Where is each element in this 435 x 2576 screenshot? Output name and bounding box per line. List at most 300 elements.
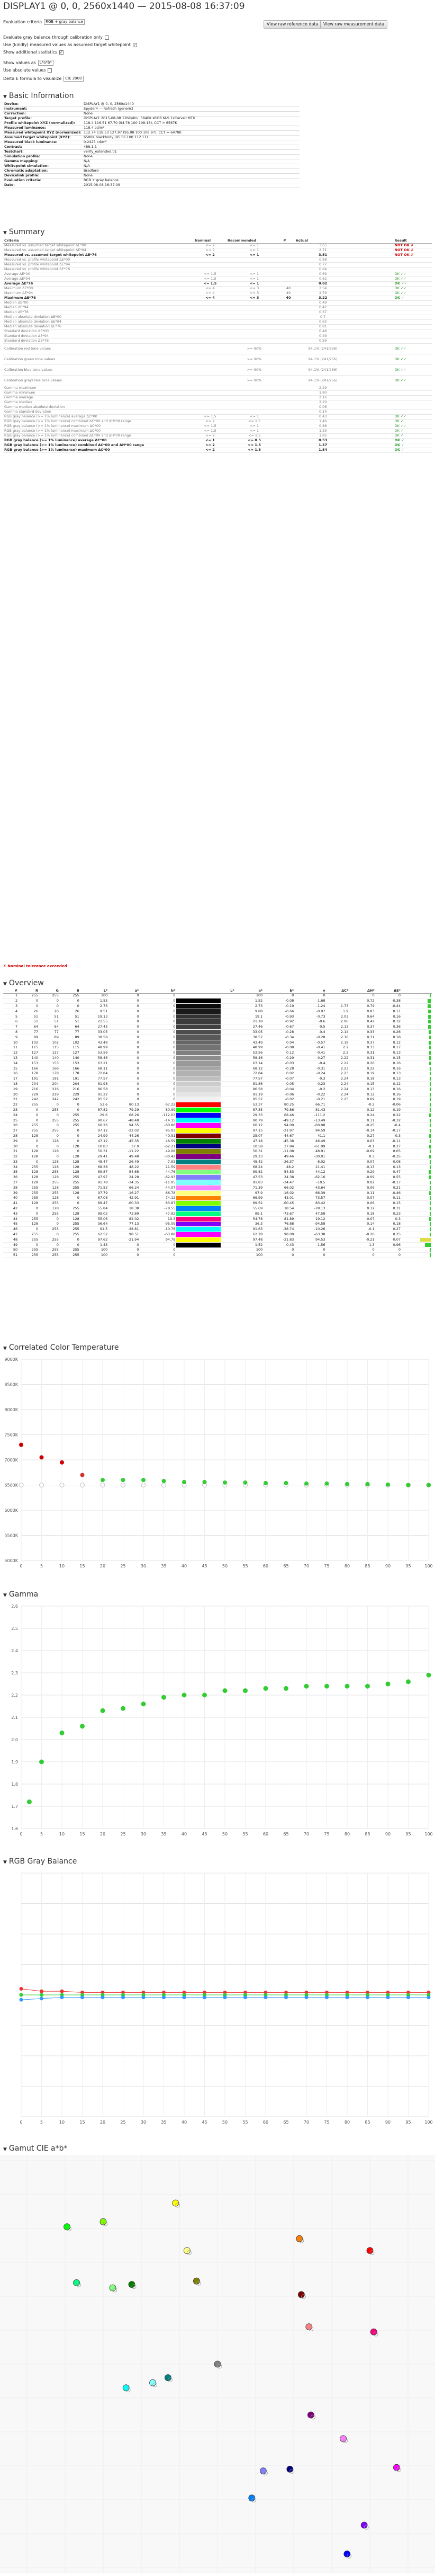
- overview-cell: 191: [39, 1076, 60, 1082]
- overview-cell: 0: [19, 1144, 39, 1149]
- gray-heading[interactable]: [3, 1857, 77, 1866]
- summary-cell: RGB gray balance (>= 1% luminance) maximum ΔC*00: [3, 424, 194, 429]
- overview-cell: 0: [19, 1118, 39, 1123]
- summary-cell: [351, 338, 394, 343]
- overview-row: [3, 1014, 432, 1019]
- overview-cell: -0.47: [376, 1170, 402, 1175]
- summary-cell: [394, 395, 432, 400]
- summary-cell: [351, 315, 394, 319]
- overview-cell: 128: [39, 1185, 60, 1190]
- info-label: Date:: [3, 183, 83, 188]
- overview-cell: 47.97: [80, 1175, 109, 1180]
- overview-cell: 36.3: [235, 1222, 264, 1227]
- overview-cell: -0.1: [349, 1144, 375, 1149]
- color-swatch: [198, 1134, 221, 1139]
- overview-cell: -16.02: [264, 1190, 295, 1196]
- color-swatch: [176, 1035, 198, 1040]
- info-value: None: [83, 173, 300, 178]
- delta-e-bar: [420, 1238, 431, 1242]
- overview-cell: 128: [39, 1206, 60, 1211]
- overview-cell: -60.08: [295, 1123, 326, 1128]
- overview-cell: [221, 1076, 235, 1082]
- overview-cell: 0: [140, 1024, 176, 1030]
- overview-cell: 0: [60, 1196, 80, 1201]
- x-tick-label: 35: [161, 1832, 167, 1837]
- overview-cell: 0: [140, 1004, 176, 1009]
- overview-cell: 0: [60, 1004, 80, 1009]
- summary-row: [3, 281, 432, 286]
- overview-cell: [402, 1019, 432, 1024]
- summary-row: [3, 354, 432, 364]
- overview-cell: [221, 1175, 235, 1180]
- overview-cell: 0.31: [349, 1056, 375, 1061]
- summary-cell: <= 1: [226, 248, 282, 253]
- overview-cell: 9.51: [80, 1009, 109, 1014]
- overview-header-cell: L*: [80, 988, 109, 993]
- overview-cell: [327, 1196, 350, 1201]
- color-swatch: [198, 1004, 221, 1009]
- delta-e-select[interactable]: CIE 2000: [64, 76, 83, 82]
- y-tick-label: 8000K: [4, 1407, 18, 1412]
- gamma-point: [161, 1695, 166, 1700]
- show-values-select[interactable]: L*a*b*: [38, 60, 53, 66]
- overview-cell: -0.08: [264, 1045, 295, 1050]
- color-swatch: [176, 1190, 198, 1196]
- x-tick-label: 70: [303, 2120, 310, 2125]
- overview-cell: [221, 1180, 235, 1186]
- overview-cell: 0.31: [376, 1206, 402, 1211]
- view-raw-reference-button[interactable]: View raw reference data: [264, 20, 322, 29]
- overview-cell: 255: [19, 1185, 39, 1190]
- overview-cell: -0.24: [295, 1071, 326, 1076]
- x-tick-label: 5: [40, 1832, 43, 1837]
- summary-cell: [351, 364, 394, 375]
- summary-cell: RGB gray balance (>= 1% luminance) average ΔC*00: [3, 438, 194, 443]
- overview-cell: 0.23: [376, 1211, 402, 1216]
- overview-cell: 0.32: [376, 1019, 402, 1024]
- overview-cell: [221, 1237, 235, 1242]
- overview-cell: -73.67: [264, 1211, 295, 1216]
- summary-cell: [226, 405, 282, 409]
- overview-cell: 0: [140, 993, 176, 999]
- overview-cell: 81.98: [80, 1082, 109, 1087]
- cct-heading[interactable]: [3, 1343, 119, 1352]
- overview-cell: [402, 1056, 432, 1061]
- delta-e-bar: [430, 1082, 431, 1086]
- summary-cell: OK ✓✓: [394, 277, 432, 281]
- overview-cell: 255: [39, 1237, 60, 1242]
- overview-cell: 38.58: [80, 1035, 109, 1040]
- x-tick-label: 55: [242, 1832, 248, 1837]
- overview-cell: -21.97: [264, 1128, 295, 1134]
- overview-cell: [402, 1134, 432, 1139]
- view-raw-measurement-button[interactable]: View raw measurement data: [320, 20, 387, 29]
- overview-cell: 72.84: [235, 1071, 264, 1076]
- overview-cell: 216: [60, 1086, 80, 1092]
- overview-cell: 191: [60, 1076, 80, 1082]
- x-tick-label: 85: [365, 2120, 370, 2125]
- overview-cell: 91.63: [235, 1227, 264, 1232]
- overview-cell: [221, 1123, 235, 1128]
- overview-cell: 68.12: [235, 1066, 264, 1071]
- overview-cell: 0: [140, 1076, 176, 1082]
- summary-cell: [226, 267, 282, 272]
- overview-cell: [327, 1180, 350, 1186]
- overview-cell: [221, 1086, 235, 1092]
- overview-row: [3, 1030, 432, 1035]
- assumed-whitepoint-checkbox[interactable]: ✓: [133, 42, 137, 47]
- summary-cell: [282, 253, 295, 257]
- overview-cell: 11: [3, 1045, 19, 1050]
- summary-cell: OK ✓: [394, 429, 432, 433]
- overview-cell: 14: [3, 1060, 19, 1066]
- summary-cell: [194, 300, 226, 305]
- summary-row: [3, 386, 432, 390]
- overview-cell: 0.17: [376, 1045, 402, 1050]
- overview-cell: 255: [39, 1170, 60, 1175]
- info-row: [3, 164, 300, 168]
- summary-heading[interactable]: [3, 228, 45, 236]
- y-tick-label: 1.7: [11, 1804, 18, 1809]
- gamma-point: [324, 1684, 329, 1689]
- overview-cell: 229: [60, 1092, 80, 1097]
- overview-header-row: [3, 988, 432, 993]
- overview-header-cell: a*: [235, 988, 264, 993]
- overview-cell: 27.46: [235, 1024, 264, 1030]
- summary-cell: <= 1: [194, 438, 226, 443]
- gray-point: [264, 1995, 268, 1999]
- show-values-row: [3, 60, 53, 66]
- summary-cell: [282, 334, 295, 338]
- summary-cell: [226, 338, 282, 343]
- overview-cell: 51: [60, 1019, 80, 1024]
- x-tick-label: 30: [140, 2120, 147, 2125]
- color-swatch: [198, 1102, 221, 1108]
- summary-cell: <= 1.5: [226, 419, 282, 424]
- overview-cell: [402, 1160, 432, 1165]
- summary-row: [3, 291, 432, 296]
- overview-cell: 87.85: [235, 1108, 264, 1113]
- summary-cell: [394, 315, 432, 319]
- color-swatch: [176, 1050, 198, 1056]
- gamma-heading[interactable]: [3, 1590, 38, 1599]
- overview-cell: 128: [19, 1154, 39, 1160]
- cct-point: [345, 1482, 349, 1486]
- overview-cell: 44: [3, 1216, 19, 1222]
- overview-cell: 255: [19, 1196, 39, 1201]
- show-stats-checkbox[interactable]: ✓: [60, 50, 63, 55]
- overview-cell: 0: [19, 1227, 39, 1232]
- overview-cell: [402, 1123, 432, 1128]
- overview-cell: 1.3: [349, 1242, 375, 1247]
- cct-point: [304, 1482, 309, 1486]
- gamut-heading[interactable]: [3, 2144, 67, 2153]
- overview-cell: 0: [140, 1040, 176, 1045]
- overview-cell: 242: [19, 1097, 39, 1102]
- overview-cell: 49.08: [140, 1149, 176, 1154]
- overview-cell: 46.49: [295, 1138, 326, 1144]
- overview-cell: 128: [60, 1164, 80, 1170]
- cct-point: [40, 1455, 44, 1459]
- summary-cell: RGB gray balance (>= 1% luminance) combined ΔC*00 and ΔH*00 range: [3, 433, 194, 438]
- overview-cell: [327, 1232, 350, 1237]
- overview-cell: 0.11: [376, 1009, 402, 1014]
- overview-cell: [327, 1216, 350, 1222]
- basic-info-heading[interactable]: [3, 92, 74, 100]
- overview-cell: [402, 1196, 432, 1201]
- x-tick-label: 50: [222, 1564, 228, 1568]
- info-label: Evaluation criteria:: [3, 178, 83, 183]
- overview-cell: 166: [60, 1066, 80, 1071]
- overview-cell: [221, 1138, 235, 1144]
- overview-cell: 0.16: [376, 1086, 402, 1092]
- show-values-label: Show values as: [3, 60, 36, 65]
- x-tick-label: 5: [40, 2120, 43, 2125]
- x-tick-label: 80: [344, 1832, 350, 1837]
- info-label: Target profile:: [3, 116, 83, 121]
- summary-cell: [351, 281, 394, 286]
- info-value: Bradford: [83, 168, 300, 173]
- overview-heading[interactable]: [3, 979, 44, 987]
- overview-cell: [327, 1190, 350, 1196]
- color-swatch: [198, 1185, 221, 1190]
- overview-cell: 128: [60, 1144, 80, 1149]
- summary-cell: Measured vs. profile whitepoint ΔE*94: [3, 262, 194, 267]
- y-tick-label: 6500K: [4, 1483, 18, 1488]
- overview-cell: -8.02: [295, 1160, 326, 1165]
- overview-cell: [221, 1154, 235, 1160]
- assumed-whitepoint-row: [3, 42, 137, 47]
- cct-point: [386, 1483, 390, 1487]
- summary-row: [3, 443, 432, 448]
- overview-cell: [327, 1211, 350, 1216]
- overview-cell: -26.49: [108, 1160, 140, 1165]
- overview-cell: 97.62: [80, 1237, 109, 1242]
- x-tick-label: 10: [59, 1832, 65, 1837]
- overview-row: [3, 1164, 432, 1170]
- overview-cell: -0.2: [295, 1086, 326, 1092]
- overview-cell: 0: [108, 1009, 140, 1014]
- overview-cell: 25: [3, 1118, 19, 1123]
- x-tick-label: 70: [303, 1564, 310, 1568]
- summary-cell: [194, 409, 226, 414]
- summary-cell: [282, 243, 295, 248]
- color-swatch: [176, 1237, 198, 1242]
- summary-cell: RGB gray balance (>= 1% luminance) average ΔC*00: [3, 414, 194, 419]
- summary-cell: NOT OK ✗: [394, 248, 432, 253]
- summary-cell: [194, 334, 226, 338]
- info-row: [3, 178, 300, 183]
- overview-cell: 128: [19, 1170, 39, 1175]
- cct-point: [60, 1460, 64, 1465]
- x-tick-label: 65: [283, 2120, 289, 2125]
- summary-cell: Calibration green tone values: [3, 354, 194, 364]
- overview-cell: 115: [60, 1045, 80, 1050]
- summary-cell: Measured vs. assumed target whitepoint ΔE*94: [3, 248, 194, 253]
- overview-cell: [402, 1092, 432, 1097]
- overview-cell: 255: [60, 1227, 80, 1232]
- info-label: Measured whitepoint XYZ (normalized):: [4, 130, 82, 135]
- y-tick-label: 6000K: [4, 1508, 18, 1513]
- summary-cell: <= 3: [226, 286, 282, 291]
- overview-cell: 178: [19, 1071, 39, 1076]
- overview-cell: 0.16: [376, 1014, 402, 1019]
- overview-cell: [327, 1108, 350, 1113]
- overview-cell: 32: [3, 1154, 19, 1160]
- overview-cell: 0.11: [349, 1118, 375, 1123]
- overview-cell: [221, 1164, 235, 1170]
- summary-cell: Calibration red tone values: [3, 343, 194, 354]
- overview-cell: 255: [60, 1112, 80, 1118]
- summary-cell: 0.64: [295, 267, 351, 272]
- overview-header-cell: ΔE*: [376, 988, 402, 993]
- overview-cell: 255: [39, 1190, 60, 1196]
- overview-cell: [402, 1030, 432, 1035]
- overview-cell: 0.19: [376, 1097, 402, 1102]
- info-value: 112.74 118.53 127.97 (95.08 100 108 97), CCT = 6478K: [83, 130, 300, 135]
- overview-cell: -62.16: [295, 1175, 326, 1180]
- overview-cell: 140: [39, 1056, 60, 1061]
- overview-cell: 255: [19, 1190, 39, 1196]
- overview-cell: 2.14: [327, 1030, 350, 1035]
- overview-cell: -0.21: [349, 1237, 375, 1242]
- overview-cell: 21.18: [235, 1019, 264, 1024]
- overview-cell: 255: [19, 1237, 39, 1242]
- overview-cell: -60.45: [264, 1201, 295, 1206]
- collapse-triangle-icon: ▼: [3, 982, 7, 987]
- overview-cell: 31: [3, 1149, 19, 1154]
- gray-point: [60, 1995, 64, 1999]
- x-tick-label: 40: [181, 1832, 187, 1837]
- overview-cell: -0.93: [264, 1014, 295, 1019]
- overview-row: [3, 1201, 432, 1206]
- overview-cell: -79.29: [108, 1108, 140, 1113]
- overview-cell: 0: [39, 1154, 60, 1160]
- overview-cell: -94.58: [295, 1222, 326, 1227]
- x-tick-label: 85: [365, 1564, 370, 1568]
- summary-cell: Standard deviation ΔE*76: [3, 338, 194, 343]
- evaluation-criteria-select[interactable]: RGB + gray balance: [44, 19, 85, 25]
- delta-e-bar: [430, 1201, 431, 1205]
- delta-e-bar: [429, 1170, 431, 1174]
- overview-row: [3, 1092, 432, 1097]
- x-tick-label: 90: [385, 1564, 391, 1568]
- x-tick-label: 30: [140, 1564, 147, 1568]
- overview-cell: 94.59: [295, 1128, 326, 1134]
- overview-cell: 43: [3, 1211, 19, 1216]
- overview-cell: [402, 1138, 432, 1144]
- collapse-triangle-icon: ▼: [3, 1346, 7, 1351]
- overview-cell: [221, 1206, 235, 1211]
- overview-cell: 0.25: [376, 1232, 402, 1237]
- summary-cell: [351, 319, 394, 324]
- summary-cell: [351, 310, 394, 315]
- absolute-values-checkbox[interactable]: [48, 68, 52, 73]
- overview-cell: 0: [264, 993, 295, 999]
- summary-cell: RGB gray balance (>= 1% luminance) maximum ΔC*00: [3, 448, 194, 452]
- info-row: [3, 183, 300, 188]
- overview-cell: 36: [3, 1175, 19, 1180]
- x-tick-label: 75: [324, 2120, 330, 2125]
- overview-cell: 0.13: [376, 1050, 402, 1056]
- summary-cell: [351, 390, 394, 395]
- summary-cell: 1.85: [295, 433, 351, 438]
- summary-row: [3, 343, 432, 354]
- overview-cell: 0.15: [349, 1082, 375, 1087]
- summary-cell: [394, 338, 432, 343]
- summary-cell: [351, 291, 394, 296]
- summary-cell: [226, 319, 282, 324]
- x-tick-label: 45: [202, 1564, 207, 1568]
- summary-cell: [394, 405, 432, 409]
- color-swatch: [198, 1060, 221, 1066]
- summary-cell: 0.59: [295, 338, 351, 343]
- gamut-title: Gamut CIE a*b*: [8, 2144, 68, 2153]
- overview-cell: 10.83: [80, 1144, 109, 1149]
- color-swatch: [198, 1014, 221, 1019]
- overview-cell: 0: [140, 1009, 176, 1014]
- overview-cell: 128: [60, 1211, 80, 1216]
- gray-balance-checkbox[interactable]: [105, 35, 109, 40]
- info-value: None: [83, 154, 300, 159]
- reference-point: [141, 1483, 146, 1487]
- delta-e-bar: [428, 1020, 431, 1023]
- overview-row: [3, 1035, 432, 1040]
- delta-e-bar: [425, 1243, 431, 1247]
- delta-e-bar: [429, 1191, 431, 1195]
- summary-cell: [282, 448, 295, 452]
- overview-cell: 86.58: [80, 1086, 109, 1092]
- overview-cell: [221, 1082, 235, 1087]
- x-tick-label: 95: [405, 1564, 411, 1568]
- info-value: None: [83, 111, 300, 116]
- overview-cell: 0: [295, 993, 326, 999]
- overview-row: [3, 1050, 432, 1056]
- color-swatch: [176, 1076, 198, 1082]
- overview-cell: [221, 1232, 235, 1237]
- summary-row: [3, 390, 432, 395]
- overview-cell: -0.3: [376, 1134, 402, 1139]
- overview-cell: 18.38: [108, 1206, 140, 1211]
- overview-cell: [402, 1060, 432, 1066]
- overview-cell: 51: [39, 1014, 60, 1019]
- overview-cell: 41: [3, 1201, 19, 1206]
- summary-cell: Measured vs. assumed target whitepoint ΔE*76: [3, 253, 194, 257]
- summary-cell: Gamma minimum: [3, 390, 194, 395]
- overview-cell: 128: [39, 1138, 60, 1144]
- assumed-whitepoint-label: Use (kindly) measured values as assumed target whitepoint: [3, 42, 131, 47]
- overview-cell: -78.13: [295, 1206, 326, 1211]
- overview-header-cell: [402, 988, 432, 993]
- overview-cell: 17: [3, 1076, 19, 1082]
- gray-balance-chart: [0, 1868, 435, 2138]
- overview-cell: 127: [60, 1050, 80, 1056]
- overview-cell: 54.78: [235, 1216, 264, 1222]
- delta-e-bar: [430, 1077, 431, 1081]
- overview-cell: 0: [376, 1253, 402, 1258]
- overview-cell: 25.07: [235, 1134, 264, 1139]
- overview-header-cell: [198, 988, 221, 993]
- overview-cell: [402, 1050, 432, 1056]
- summary-cell: 49: [282, 291, 295, 296]
- y-tick-label: 1.6: [11, 1826, 18, 1831]
- overview-cell: [327, 1123, 350, 1128]
- overview-cell: 37.84: [264, 1144, 295, 1149]
- overview-cell: 0.55: [376, 1175, 402, 1180]
- summary-cell: [282, 267, 295, 272]
- gray-point: [284, 1995, 288, 1999]
- summary-cell: [394, 257, 432, 262]
